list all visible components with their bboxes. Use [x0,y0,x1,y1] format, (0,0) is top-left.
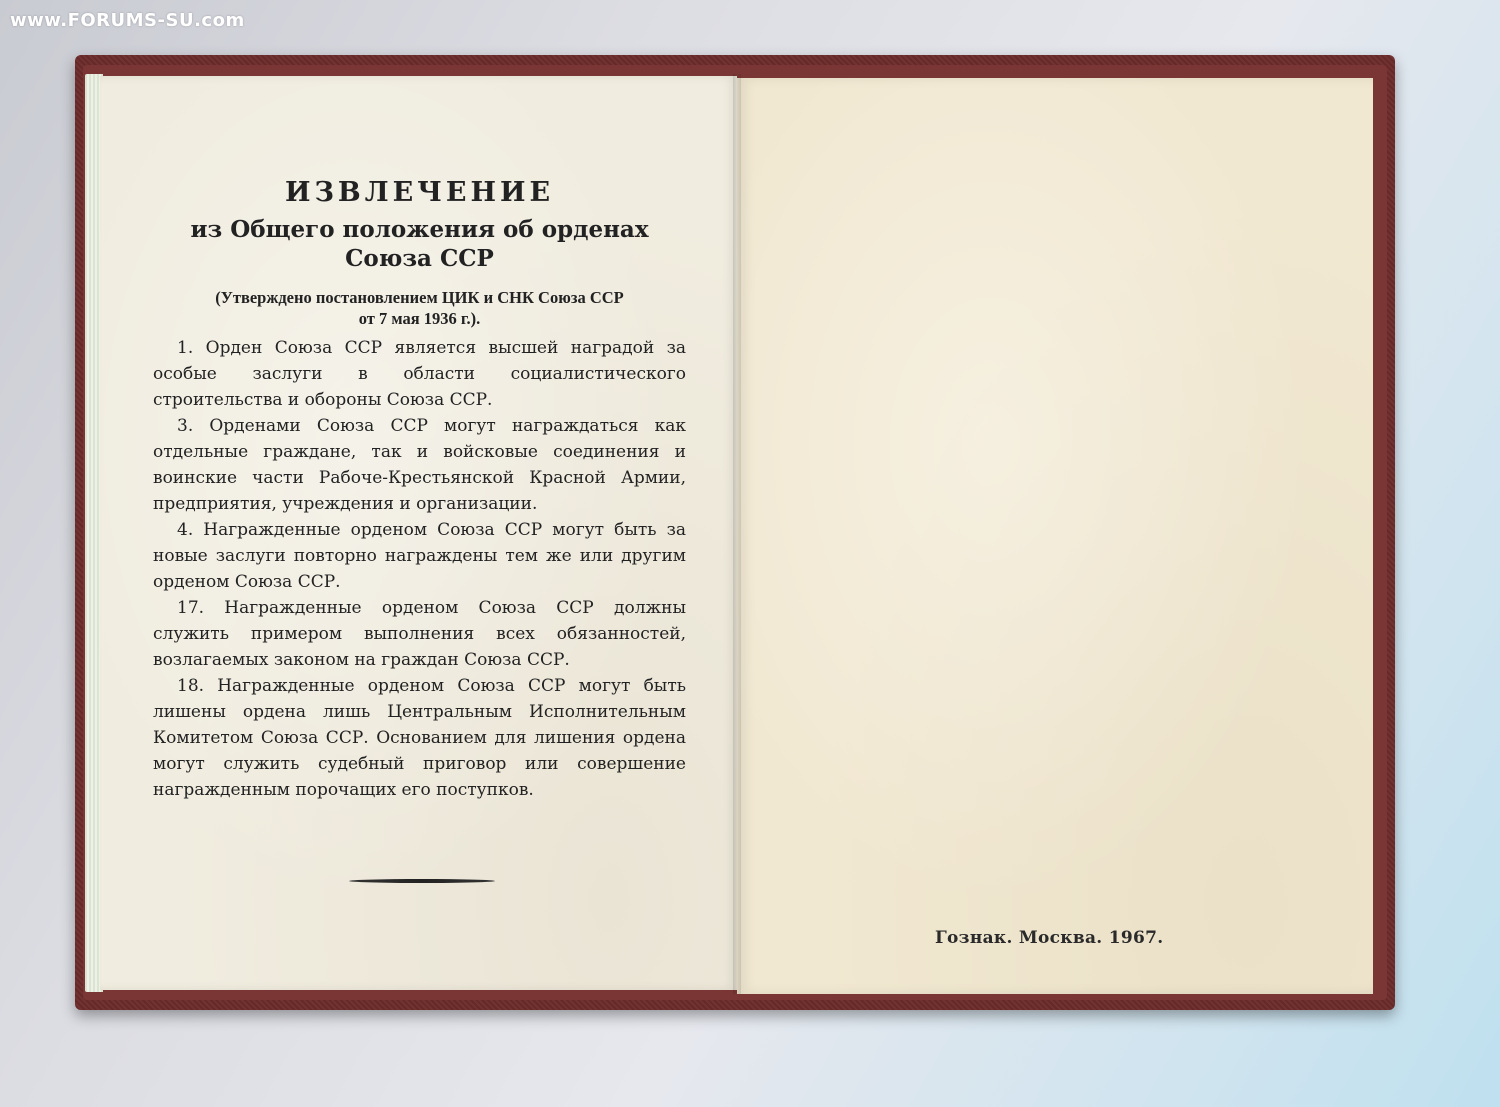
extract-text-block [153,175,686,803]
printer-imprint: Гознак. Москва. 1967. [935,928,1164,948]
subtitle-line-2: Союза ССР [345,245,494,272]
approval-line-1: (Утверждено постановлением ЦИК и СНК Союза ССР [215,288,624,307]
paragraph-3: 3. Орденами Союза ССР могут награждаться как отдельные граждане, так и войсковые соединения и воинские части Рабоче-Крестьянской Красной Армии, предприятия, учреждения и организации. [153,416,686,514]
document-subtitle [153,215,686,273]
watermark-text: www.FORUMS-SU.com [10,10,245,31]
approval-line-2: от 7 мая 1936 г.). [358,309,481,328]
approval-note [153,287,686,329]
subtitle-line-1: из Общего положения об орденах [190,216,649,243]
right-page [737,78,1373,994]
paragraph-17: 17. Награжденные орденом Союза ССР должны служить примером выполнения всех обязанностей, возлагаемых законом на граждан Союза ССР. [153,598,686,670]
closing-divider [349,879,495,883]
paragraph-1: 1. Орден Союза ССР является высшей наградой за особые заслуги в области социалистического строительства и обороны Союза ССР. [153,338,686,410]
book-gutter [733,74,741,994]
paragraph-4: 4. Награжденные орденом Союза ССР могут быть за новые заслуги повторно награждены тем же или другим орденом Союза ССР. [153,520,686,592]
document-title: ИЗВЛЕЧЕНИЕ [284,177,555,208]
paragraph-18: 18. Награжденные орденом Союза ССР могут быть лишены ордена лишь Центральным Исполнительным Комитетом Союза ССР. Основанием для лишения ордена могут служить судебный приговор или совершение награжденным порочащих его поступков. [153,676,686,800]
